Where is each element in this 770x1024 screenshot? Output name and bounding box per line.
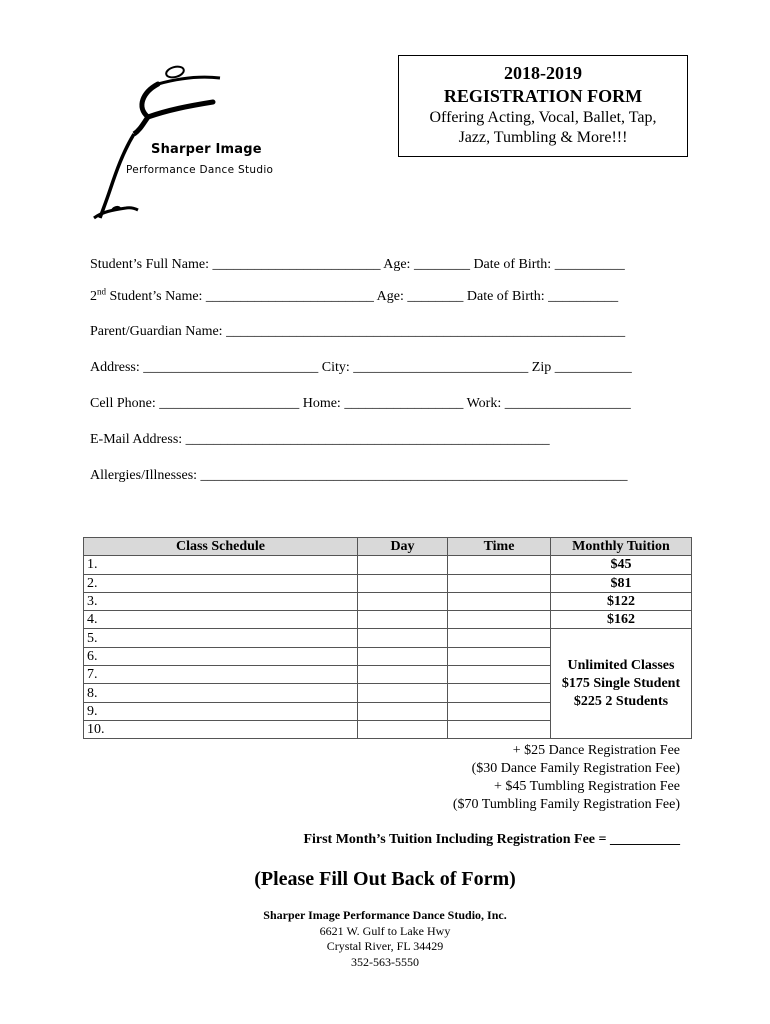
time-cell[interactable] <box>448 592 551 610</box>
unlimited-single: $175 Single Student <box>561 675 681 691</box>
unlimited-classes-cell <box>551 629 692 739</box>
header-class-schedule: Class Schedule <box>84 538 358 556</box>
class-schedule-table <box>83 537 692 739</box>
allergies-field[interactable]: Allergies/Illnesses: _____________________________________________________________ <box>90 468 628 483</box>
form-title: REGISTRATION FORM <box>443 86 643 106</box>
unlimited-title: Unlimited Classes <box>567 657 675 673</box>
second-student-text: Student’s Name: ________________________ Age: ________ Date of Birth: __________ <box>106 289 619 304</box>
row-number[interactable]: 2. <box>84 574 358 592</box>
registration-fees <box>380 742 680 814</box>
second-sup: nd <box>97 286 106 297</box>
unlimited-two: $225 2 Students <box>573 693 669 709</box>
time-cell[interactable] <box>448 666 551 684</box>
fee-line: ($70 Tumbling Family Registration Fee) <box>452 797 680 812</box>
time-cell[interactable] <box>448 574 551 592</box>
table-header-row <box>84 538 692 556</box>
row-number[interactable]: 3. <box>84 592 358 610</box>
day-cell[interactable] <box>358 702 448 720</box>
row-number[interactable]: 8. <box>84 684 358 702</box>
table-row <box>84 574 692 592</box>
fee-line: + $45 Tumbling Registration Fee <box>493 779 680 794</box>
time-cell[interactable] <box>448 556 551 574</box>
day-cell[interactable] <box>358 684 448 702</box>
footer-phone: 352-563-5550 <box>351 954 419 969</box>
header-time: Time <box>448 538 551 556</box>
logo-subtitle: Performance Dance Studio <box>126 164 274 176</box>
header-day: Day <box>358 538 448 556</box>
guardian-name-field[interactable]: Parent/Guardian Name: _________________________________________________________ <box>90 324 626 339</box>
row-number[interactable]: 7. <box>84 666 358 684</box>
day-cell[interactable] <box>358 611 448 629</box>
time-cell[interactable] <box>448 611 551 629</box>
header-monthly-tuition: Monthly Tuition <box>551 538 692 556</box>
footer-street: 6621 W. Gulf to Lake Hwy <box>319 923 451 938</box>
day-cell[interactable] <box>358 629 448 647</box>
first-month-tuition-field[interactable]: First Month’s Tuition Including Registration Fee = __________ <box>303 832 680 847</box>
student-name-field[interactable]: Student’s Full Name: ________________________ Age: ________ Date of Birth: __________ <box>90 257 625 272</box>
time-cell[interactable] <box>448 629 551 647</box>
title-box <box>398 55 688 157</box>
time-cell[interactable] <box>448 702 551 720</box>
time-cell[interactable] <box>448 647 551 665</box>
row-number[interactable]: 10. <box>84 720 358 738</box>
form-years: 2018-2019 <box>504 63 582 83</box>
fill-back-notice: (Please Fill Out Back of Form) <box>254 868 516 890</box>
studio-logo <box>88 62 288 227</box>
table-row <box>84 629 692 647</box>
day-cell[interactable] <box>358 574 448 592</box>
tuition-cell: $81 <box>551 574 692 592</box>
time-cell[interactable] <box>448 684 551 702</box>
fee-line: + $25 Dance Registration Fee <box>512 743 680 758</box>
footer-company: Sharper Image Performance Dance Studio, Inc. <box>263 908 507 922</box>
day-cell[interactable] <box>358 666 448 684</box>
time-cell[interactable] <box>448 720 551 738</box>
studio-address-footer <box>0 908 770 970</box>
table-row <box>84 592 692 610</box>
tuition-cell: $45 <box>551 556 692 574</box>
tuition-cell: $122 <box>551 592 692 610</box>
table-row <box>84 556 692 574</box>
offer-line-2: Jazz, Tumbling & More!!! <box>458 129 628 146</box>
phone-fields[interactable]: Cell Phone: ____________________ Home: _________________ Work: __________________ <box>90 396 631 411</box>
logo-name: Sharper Image <box>151 142 262 157</box>
table-row <box>84 611 692 629</box>
row-number[interactable]: 9. <box>84 702 358 720</box>
day-cell[interactable] <box>358 592 448 610</box>
fee-line: ($30 Dance Family Registration Fee) <box>471 761 680 776</box>
row-number[interactable]: 5. <box>84 629 358 647</box>
row-number[interactable]: 4. <box>84 611 358 629</box>
email-field[interactable]: E-Mail Address: ____________________________________________________ <box>90 432 550 447</box>
tuition-cell: $162 <box>551 611 692 629</box>
row-number[interactable]: 1. <box>84 556 358 574</box>
address-field[interactable]: Address: _________________________ City: _________________________ Zip ___________ <box>90 360 632 375</box>
second-prefix: 2 <box>90 289 97 304</box>
footer-city: Crystal River, FL 34429 <box>326 939 444 953</box>
offer-line-1: Offering Acting, Vocal, Ballet, Tap, <box>429 109 657 126</box>
second-student-field[interactable] <box>90 286 619 305</box>
day-cell[interactable] <box>358 647 448 665</box>
day-cell[interactable] <box>358 720 448 738</box>
row-number[interactable]: 6. <box>84 647 358 665</box>
day-cell[interactable] <box>358 556 448 574</box>
